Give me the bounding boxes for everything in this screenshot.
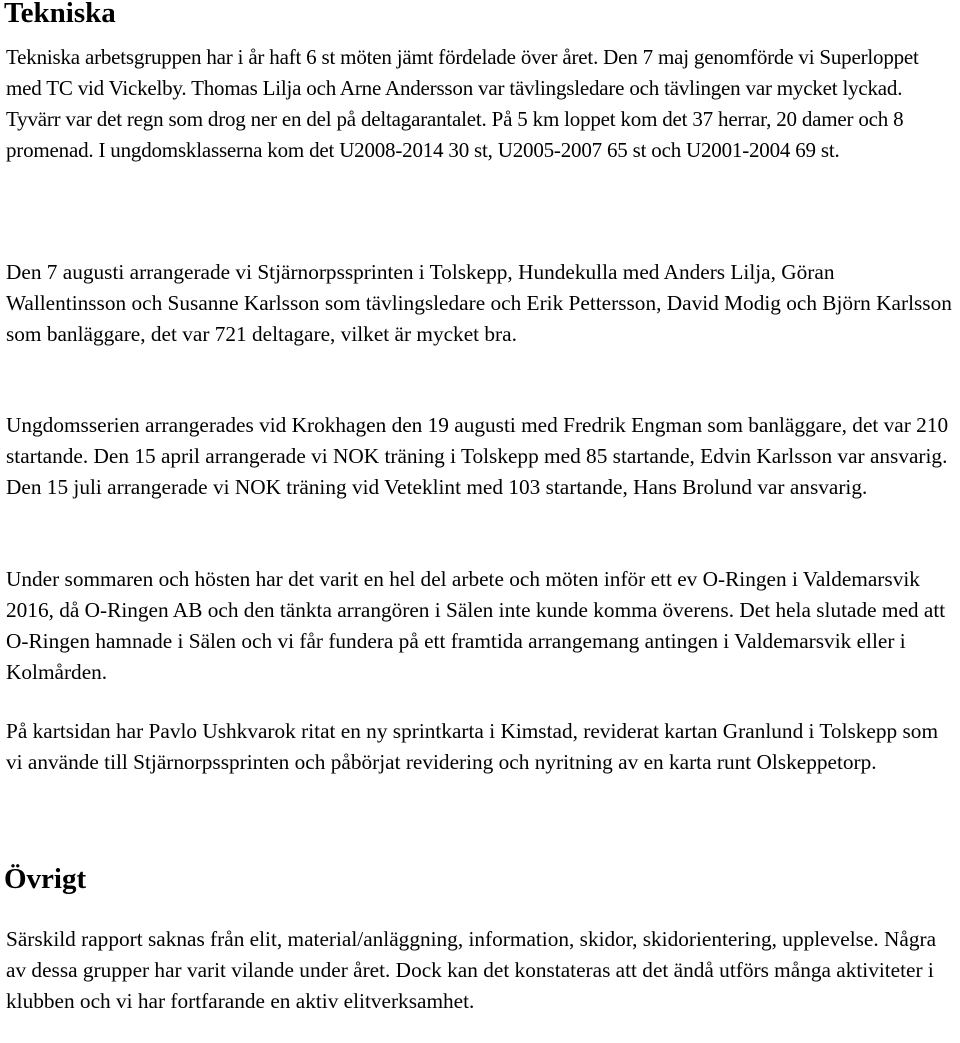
heading-ovrigt: Övrigt [4,863,87,895]
heading-tekniska: Tekniska [4,0,116,29]
paragraph-ungdomsserien: Ungdomsserien arrangerades vid Krokhagen den 19 augusti med Fredrik Engman som banläggare, det var 210 startande. Den 15 april arrangerade vi NOK träning i Tolskepp med 85 startande, Edvin Karlsson var ansvarig. Den 15 juli arrangerade vi NOK träning vid Veteklint med 103 startande, Hans Brolund var ansvarig. [6,413,949,499]
paragraph-o-ringen: Under sommaren och hösten har det varit en hel del arbete och möten inför ett ev O-Ringen i Valdemarsvik 2016, då O-Ringen AB och den tänkta arrangören i Sälen inte kunde komma överens. Det hela slutade med att O-Ringen hamnade i Sälen och vi får fundera på ett framtida arrangemang antingen i Valdemarsvik eller i Kolmården. [6,567,946,684]
paragraph-superloppet: Tekniska arbetsgruppen har i år haft 6 st möten jämt fördelade över året. Den 7 maj genomförde vi Superloppet med TC vid Vickelby. Thomas Lilja och Arne Andersson var tävlingsledare och tävlingen var mycket lyckad. Tyvärr var det regn som drog ner en del på deltagarantalet. På 5 km loppet kom det 37 herrar, 20 damer och 8 promenad. I ungdomsklasserna kom det U2008-2014 30 st, U2005-2007 65 st och U2001-2004 69 st. [6,45,919,162]
paragraph-stjarnorpssprinten: Den 7 augusti arrangerade vi Stjärnorpssprinten i Tolskepp, Hundekulla med Anders Lilja, Göran Wallentinsson och Susanne Karlsson som tävlingsledare och Erik Pettersson, David Modig och Björn Karlsson som banläggare, det var 721 deltagare, vilket är mycket bra. [6,260,952,346]
paragraph-ovrigt: Särskild rapport saknas från elit, material/anläggning, information, skidor, skidorientering, upplevelse. Några av dessa grupper har varit vilande under året. Dock kan det konstateras att det ändå utförs många aktiviteter i klubben och vi har fortfarande en aktiv elitverksamhet. [6,927,937,1013]
paragraph-kartsidan: På kartsidan har Pavlo Ushkvarok ritat en ny sprintkarta i Kimstad, reviderat kartan Granlund i Tolskepp som vi använde till Stjärnorpssprinten och påbörjat revidering och nyritning av en karta runt Olskeppetorp. [6,719,939,774]
